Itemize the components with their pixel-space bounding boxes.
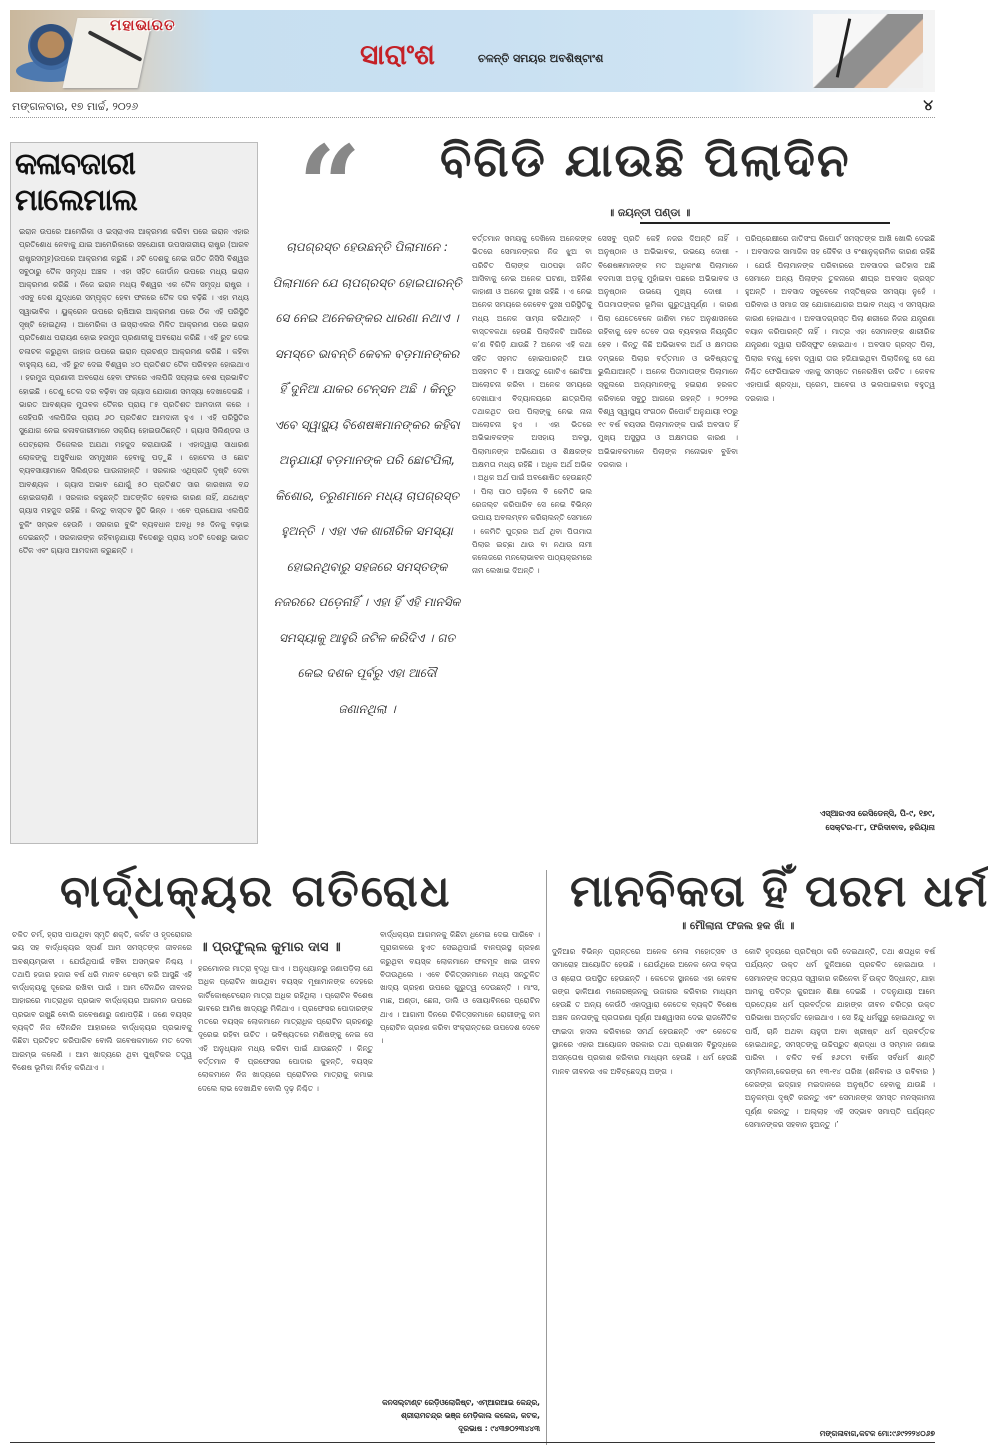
bottom-right-column-1: ଦୁନିଆର ବିଭିନ୍ନ ପ୍ରାନ୍ତରେ ଅନେକ ମେଳା ମହୋତ୍ସବ ଓ ସମାରୋହ ଆୟୋଜିତ ହେଉଛି । ଯେଉଁଥିରେ ଅନେକ ନେତା ବକ୍ତା ଓ ଶ୍ରୋତା ଉପସ୍ଥିତ ହେଉଛନ୍ତି । କେତେକ ସ୍ଥାନରେ ଏହା କେବଳ ରଙ୍ଗ ଢାଳିଆଣ ମନୋରଞ୍ଜନକୁ ଉଜାଗର କରିବାର ମାଧ୍ୟମ ହେଉଛି ତ ଅନ୍ୟ କେଉଁଠି ଏହାଦ୍ୱାରା କେତେକ ବ୍ୟକ୍ତି ବିଶେଷ ଅଞ୍ଚଳ ଜନତାଙ୍କୁ ପ୍ରତାରଣା ପୂର୍ଣ୍ଣ ଆଶ୍ୱାସନା ଦେଇ ରାଜନୈତିକ ଫାଇଦା ହାସଲ କରିବାରେ ସମର୍ଥ ହେଉଛନ୍ତି ଏବଂ କେତେକ ସ୍ଥାନରେ ଏହାର ଆୟୋଜନ ସରକାର ତଥା ପ୍ରଶାସନ ବିରୁଦ୍ଧରେ ଅସନ୍ତୋଷ ପ୍ରକାଶ କରିବାର ମାଧ୍ୟମ ହେଉଛି । ଧର୍ମ ହେଉଛି ମାନବ ଜୀବନର ଏକ ଅବିଚ୍ଛେଦ୍ୟ ଅଙ୍ଗ । (552, 947, 737, 1076)
bottom-right-column-2: କୋଟି ହୃଦୟରେ ପ୍ରତିଷ୍ଠା କରି ଦେଇଥାନ୍ତି, ତଥା ଶତାଧିକ ବର୍ଷ ପର୍ଯ୍ୟନ୍ତ ଉକ୍ତ ଧର୍ମ ଦୁନିଆରେ ପ୍ରଚଳିତ ହୋଇଥାଉ । ସେମାନଙ୍କ ସତ୍ୟତା ସ୍ୱୀକାର କରିନେବା ହିଁ ଉକ୍ତ ସିଦ୍ଧାନ୍ତ, ଯାହା ଆମକୁ ପବିତ୍ର କୁରଆନ ଶିକ୍ଷା ଦେଇଛି । ତଦନୁଯାୟୀ ଆମେ ପ୍ରତ୍ୟେକ ଧର୍ମ ପ୍ରବର୍ତ୍ତକ ଯାହାଙ୍କ ଜୀବନ ଚରିତ୍ର ଉକ୍ତ ପରିଭାଷା ଅନ୍ତର୍ଗତ ହୋଇଥାଏ । ସେ ହିନ୍ଦୁ ଧର୍ମଗୁରୁ ହୋଇଥାନ୍ତୁ ବା ପାର୍ସି, ଚାନି ଅଥବା ୟହୁଦୀ ଅବା ଖ୍ରୀଷ୍ଟ ଧର୍ମ ପ୍ରବର୍ତ୍ତକ ହୋଇଥାନ୍ତୁ, ସମସ୍ତଙ୍କୁ ଉଚ୍ଚିପ୍ରୁତ ଶ୍ରଦ୍ଧା ଓ ସମ୍ମାନ ଜଣାଇ ପାରିବା । ଚଳିତ ବର୍ଷ ୫୬ତମ ବାର୍ଷିକ ସର୍ବଧର୍ମ ଶାନ୍ତି ସମ୍ମିଳନୀ,କେରଙ୍ଗ ମେ ୧୩-୧୪ ତାରିଖ (ଶନିବାର ଓ ରବିବାର ) କେରଙ୍ଗ ଇଦ୍‌ଗାହ ମଇଦାନରେ ଅନୁଷ୍ଠିତ ହେବାକୁ ଯାଉଛି । ଅନୁକମ୍ପା ଦୃଷ୍ଟି କରନ୍ତୁ ଏବଂ ସେମାନଙ୍କ ସମସ୍ତ ମନସ୍କାମନା ପୂର୍ଣ୍ଣ କରନ୍ତୁ । ଅଲ୍ଲାହ ଏହି ସଦ୍ଭାବ ସମାପ୍ତି ପର୍ଯ୍ୟନ୍ତ ସେମାନଙ୍କର ସହବାନ ହୁଅନ୍ତୁ ।’ (745, 947, 935, 1129)
byline-rule (640, 222, 890, 224)
top-article-column-1: ବର୍ତ୍ତମାନ ସମୟକୁ ଦେଖିଲେ ଅନେକଙ୍କ ଭିତରେ ସେମାନଙ୍କର ନିଜ ଝୁଅ ବା ପରିଚିତ ପିଲାଙ୍କ ପାଠପଢ଼ା ଜନିତ ଆସିବାକୁ ନେଇ ଅନେକ ଘଟଣା, ଅହିନିଶ କାହାଣୀ ଓ ଅନେକ ଦୁଃଖ ରହିଛି । ଏ ନେଇ ଅନେକ ସମୟରେ କେବେବ ଦୁଃଖ ପରିସ୍ଥିତିକୁ ମଧ୍ୟ ଅନେକ ସାମ୍ନା କରିଥାନ୍ତି । ବାସ୍ତବକଥା ହେଉଛି ପିଲାଦିନଟି ଆଜିରେ କ’ଣ ବିଗିଡ଼ି ଯାଉଛି ? ଅନେକ ଏହି କଥା ସହିତ ସହମତ ହୋଇପାରନ୍ତି ଆଉ ଅସହମତ ବି । ଆସନ୍ତୁ ଗୋଟିଏ ଛୋଟିଆ ଆଲୋଚନା କରିବା । ଅନେକ ସମୟରେ ଦେଖାଯାଏ ବିଦ୍ୟାଳୟରେ ଛାତ୍ରପିଲା ତଥାକଥିତ ଉପ ପିଲାଙ୍କୁ ନେଇ ନାନା ଆଲୋଚନା ହୁଏ । ଏହା ଭିତରେ ଅଭିଭାବକଙ୍କ ଅସହାୟ ଅବସ୍ଥା, ପିଲାମାନଙ୍କ ଅଭିଯୋଗ ଓ ଶିକ୍ଷକଙ୍କ ଅକ୍ଷମତା ମଧ୍ୟ ରହିଛି । ଅଧିକ ଅର୍ଥ ଅଭିକ । ଅଧିକ ଅର୍ଥ ପାଇଁ ଅବଶୋଷିତ ହେଉଛନ୍ତି । ପିଲା ପାଠ ପଢ଼ିଲେ ବି କେମିତି ଭଲ ରେଜଲ୍ଟ କରିପାରିବ ସେ ନେଇ ବିଭିନ୍ନ ଉପାୟ ଅବଲମ୍ବନ କରିଚାଲନ୍ତି ସେମାନେ । କେମିତି ପୁତ୍ରର ଅର୍ଥ ଥିବା ପିତାମାତା ପିଲାର ଇଚ୍ଛା ଥାଉ ବା ନଥାଉ ନାମୀ କଲେଜରେ ମନଲୋଭାବଳ ପାଠ୍ୟକ୍ରମରେ ନାମ ଲେଖାଇ ଦିଅନ୍ତି । (472, 234, 592, 576)
section-title: ସାରାଂଶ (360, 38, 435, 71)
signoff-line: ମଙ୍ଗଳାବାଗ,କଟକ ମୋ:୯୬୯୨୨୨୪୦୬୭ (819, 1429, 935, 1438)
editorial-body: ଇରାନ ଉପରେ ଆମେରିକା ଓ ଇସ୍ରାଏଲ ଆକ୍ରମଣ କରିବା ପରେ ଇରାନ ଏହାର ପ୍ରତିଶୋଧ ନେବାକୁ ଯାଇ ଆମେରିକାରେ ସହଯୋଗୀ ଉପସାଗରୀୟ ରାଷ୍ଟ୍ର (ଆରବ ରାଷ୍ଟ୍ରସମୂହ)ଉପରେ ଆକ୍ରମଣ କରୁଛି । ୬ଟି ଦେଶକୁ ନେଇ ଗଠିତ ଜିସିସି ବିଶ୍ୱର ସବୁଠାରୁ ତୈଳ ସମୃଦ୍ଧ ଅଞ୍ଚଳ । ଏହା ସହିତ ଜୋର୍ଡାନ ଉପରେ ମଧ୍ୟ ଇରାନ ଆକ୍ରମଣ କରିଛି । ନିଜେ ଇରାନ ମଧ୍ୟ ବିଶ୍ୱର ଏକ ତୈଳ ସମୃଦ୍ଧ ରାଷ୍ଟ୍ର । ଏସବୁ ଦେଶ ଯୁଦ୍ଧରେ ସମ୍ପୃକ୍ତ ହେବା ଫଳରେ ତୈଳ ଦର ବଢ଼ିଛି । ଏହା ମଧ୍ୟ ସ୍ୱାଭାବିକ । ୟୁକ୍ରେନ ଉପରେ ଋଷିଆର ଆକ୍ରମଣ ପରେ ଠିକ ଏହି ପରିସ୍ଥିତି ସୃଷ୍ଟି ହୋଇଥିଲା । ଆମେରିକା ଓ ଇସ୍ରାଏଲର ମିଳିତ ଆକ୍ରମଣ ପରେ ଇରାନ ପ୍ରତିଶୋଧ ପରାୟଣ ହୋଇ ହରମୁଜ ପ୍ରଣାଳୀକୁ ଅବରୋଧ କରିଛି । ଏହି ରୁଟ ଦେଇ ଚଳାଚଳ କରୁଥିବା ଜାହାଜ ଉପରେ ଇରାନ ପ୍ରଚଣ୍ଡ ଆକ୍ରମଣ କରିଛି । କହିବା ବାହୁଲ୍ୟ ଯେ, ଏହି ରୁଟ ଦେଇ ବିଶ୍ୱର ୪୦ ପ୍ରତିଶତ ତୈଳ ପରିବହନ ହୋଇଥାଏ । ହରମୁଜ ପ୍ରଣାଳୀ ଅବରୋଧ ହେବା ଫଳରେ ଏଲପିଜି ସପ୍ଲାଇ ବେଶ ପ୍ରଭାବିତ ହୋଇଛି । ତେଣୁ ତେଲ ଦର ବଢ଼ିବା ସହ ଗ୍ୟାସ ଯୋଗାଣ ସମସ୍ୟା ଦେଖାଦେଇଛି । ଭାରତ ଆବଶ୍ୟକ ମୁତାବକ ତୈଳର ପ୍ରାୟ ୮୫ ପ୍ରତିଶତ ଆମଦାନୀ କରେ । ସେହିପରି ଏଲପିଜିର ପ୍ରାୟ ୬୦ ପ୍ରତିଶତ ଆମଦାନୀ ହୁଏ । ଏହି ପରିସ୍ଥିତିର ସୁଯୋଗ ନେଇ କଳାବଜାରୀମାନେ ସକ୍ରିୟ ହୋଇଉଠିଛନ୍ତି । ଗ୍ୟାସ ସିଲିଣ୍ଡର ଓ ପେଟ୍ରୋଲ ଡିଜେଲର ଅଯଥା ମହଜୁଦ କରାଯାଉଛି । ଏହାଦ୍ୱାରା ସାଧାରଣ ଲୋକଙ୍କୁ ଅସୁବିଧାର ସମ୍ମୁଖୀନ ହେବାକୁ ପଡ଼ୁଛି । ହୋଟେଲ ଓ ଛୋଟ ବ୍ୟବସାୟୀମାନେ ସିଲିଣ୍ଡର ପାଉନାହାନ୍ତି । ସରକାର ଏଥିପ୍ରତି ଦୃଷ୍ଟି ଦେବା ଆବଶ୍ୟକ । ଗ୍ୟାସ ଅଭାବ ଯୋଗୁଁ ୫୦ ପ୍ରତିଶତ ସାର କାରଖାନା ବନ୍ଦ ହୋଇଗଲାଣି । ସରକାର କହୁଛନ୍ତି ଆତଙ୍କିତ ହେବାର କାରଣ ନାହିଁ, ଯଥେଷ୍ଟ ଗ୍ୟାସ ମହଜୁଦ ରହିଛି । କିନ୍ତୁ ବାସ୍ତବ ସ୍ଥିତି ଭିନ୍ନ । ଏବେ ପ୍ରଯୋଗ ଏଲପିଜି ବୁକିଂ ସମ୍ଭବ ହେଉନି । ସରକାର ବୁକିଂ ବ୍ୟବଧାନ ଅବଧି ୨୫ ଦିନକୁ ବଢ଼ାଇ ଦେଇଛନ୍ତି । ସରକାରଙ୍କ କହିବାନୁଯାୟୀ ବିଦେଶରୁ ପ୍ରାୟ ୪୦ଟି ଦେଶରୁ ଭାରତ ତୈଳ ଏବଂ ଗ୍ୟାସ ଆମଦାନୀ କରୁଛନ୍ତି । (19, 227, 249, 556)
signoff-line: ଏସ୍ଆରଏସ ରେସିଡେନ୍ସି, ପି-୯, ୧୭୯, (819, 809, 935, 818)
signoff-line: ଶ୍ରୀରାମଚନ୍ଦ୍ର ଭଞ୍ଜ ମେଡ଼ିକାଲ କଲେଜ, କଟକ, (400, 1411, 540, 1420)
column-divider (546, 870, 547, 1445)
newspaper-brand[interactable]: ମହାଭାରତ (110, 16, 176, 34)
bottom-right-byline: ॥ ମୌଲାନା ଫଜଲ ହକ ଖାଁ ॥ (680, 920, 795, 932)
editorial-box (10, 142, 258, 844)
top-article-column-3: ପରିପ୍ରେକ୍ଷୀରେ ଜାତିସଂଘ ରିପୋର୍ଟ ସମସ୍ତଙ୍କ ଆଖି ଖୋଲି ଦେଇଛି । ଅବସାଦର ସାମାଜିକ ସହ ଜୈବିକ ଓ ବଂଶାନୁକ୍ରମିକ କାରଣ ରହିଛି । ଯେଉଁ ପିଲାମାନଙ୍କ ପରିବାରରେ ଅବସାଦର ଇତିହାସ ଅଛି ସେମାନେ ଅନ୍ୟ ପିଲାଙ୍କ ତୁଳନାରେ ଶୀଘ୍ର ଅବସାଦ ଗ୍ରସ୍ତ ହୁଅନ୍ତି । ଅବସାଦ ସବୁବେଳେ ମସ୍ତିଷ୍କର ସମସ୍ୟା ନୁହେଁ । ପରିବାର ଓ ସମାଜ ସହ ଯୋଗାଯୋଗର ଅଭାବ ମଧ୍ୟ ଏ ସମସ୍ୟାର କାରଣ ହୋଇଥାଏ । ଅବସାଦଗ୍ରସ୍ତ ପିଲା ଶରୀରେ ନିଜର ଯନ୍ତ୍ରଣା ବୟାନ କରିପାରନ୍ତି ନାହିଁ । ମାତ୍ର ଏହା ସେମାନଙ୍କ ଶାରୀରିକ ଯନ୍ତ୍ରଣା ଦ୍ୱାରା ପରିସ୍ଫୁଟ ହୋଇଥାଏ । ଅବସାଦ ଗ୍ରସ୍ତ ପିଲା, ପିଲାର ବନ୍ଧୁ ହେବା ଦ୍ୱାରା ତାର ହଜିଯାଇଥିବା ପିଲାଦିନକୁ ସେ ଯେ ନିଶ୍ଚିତ ଫେରିପାଇବ ଏହାକୁ ସମସ୍ତେ ମନେରଖିବା ଉଚିତ । କେବଳ ଏହାପାଇଁ ଶ୍ରଦ୍ଧା, ପ୍ରେମ, ଆବେଗ ଓ ଭଲପାଇବାର ବହୁତ୍ୱ ଦରକାର । (745, 234, 935, 403)
bottom-right-headline[interactable]: ମାନବିକତା ହିଁ ପରମ ଧର୍ମ (570, 866, 988, 917)
page-number: ୪ (923, 96, 933, 114)
top-article-signoff (745, 807, 935, 835)
top-article-column-2: ସେସବୁ ପ୍ରତି କେହି ନଜର ଦିଅନ୍ତି ନାହିଁ । ଅନୁଷ୍ଠାନ ଓ ଅଭିଭାବକ, ଉଭୟେ ଦୋଷୀ - ବିଶେଷଜ୍ଞମାନଙ୍କ ମତ ଅଧିକାଂଶ ପିଲାମାନେ ବଦମାସୀ ଅଡ଼କୁ ମୁହାଁଇବା ପଛରେ ଅଭିଭାବକ ଓ ଅନୁଷ୍ଠାନ ଉଭୟେ ମୁଖ୍ୟ ଦୋଷୀ । ପିତାମାତାଙ୍କର ଭୂମିକା ଗୁରୁତ୍ୱପୂର୍ଣ୍ଣ । କାରଣ ପିଲା ଯେତେବେଳେ ଜାଣିବା ମତେ ଅନୁଶାସନରେ ରହିବାକୁ ହେବ ତେବେ ତାର ବ୍ୟବହାର ନିୟନ୍ତ୍ରିତ ହେବ । କିନ୍ତୁ କିଛି ଅଭିଭାବକ ଅର୍ଥ ଓ କ୍ଷମତାର ଦମ୍ଭରେ ପିଲାର ବର୍ତ୍ତମାନ ଓ ଭବିଷ୍ୟତକୁ ଭୁଲିଯାଆନ୍ତି । ଅନେକ ପିତାମାତାଙ୍କ ପିଲାମାନେ ସ୍କୁଲରେ ଅନ୍ୟମାନଙ୍କୁ ହଇରାଣ ହରକତ କରିବାରେ ସବୁଠୁ ଆଗରେ ରହନ୍ତି । ୨୦୨୨ର ବିଶ୍ୱ ସ୍ୱାସ୍ଥ୍ୟ ସଂଗଠନ ରିପୋର୍ଟ ଅନୁଯାୟୀ ୧୦ରୁ ୧୯ ବର୍ଷ ବୟସର ପିଲାମାନଙ୍କ ପାଇଁ ଅବସାଦ ହିଁ ମୁଖ୍ୟ ଅସୁସ୍ଥତା ଓ ଅକ୍ଷମତାର କାରଣ । ଅଭିଭାବକମାନେ ପିଲାଙ୍କ ମନୋଭାବ ବୁଝିବା ଦରକାର । (598, 234, 738, 470)
section-subtitle: ଚଳନ୍ତି ସମୟର ଅବଶିଷ୍ଟାଂଶ (478, 52, 604, 65)
bottom-left-headline[interactable]: ବାର୍ଦ୍ଧକ୍ୟର ଗତିରୋଧ (60, 866, 452, 917)
bottom-left-column-3: ବାର୍ଦ୍ଧକ୍ୟର ଆଗମନକୁ କିଛିଟା ଧିମେଇ ଦେଇ ପାରିବେ । ପୂରାକାଳରେ ହୁଏତ ସେଇଥିପାଇଁ ବାନପ୍ରସ୍ଥ ଗ୍ରହଣ କରୁଥିବା ବୟସ୍କ ଲୋକମାନେ ଫଳମୂଳ ଖାଇ ଜୀବନ ବିତାଉଥିଲେ । ଏବେ ଚିକିତ୍ସକମାନେ ମଧ୍ୟ ସନ୍ତୁଳିତ ଖାଦ୍ୟ ଗ୍ରହଣ ଉପରେ ଗୁରୁତ୍ୱ ଦେଉଛନ୍ତି । ମାଂସ, ମାଛ, ଅଣ୍ଡା, ଛେନା, ଡାଲି ଓ ସୋୟାବିନରେ ପ୍ରୋଟିନ ଥାଏ । ଆଗାମୀ ଦିନରେ ଚିକିତ୍ସକମାନେ ରୋଗୀଙ୍କୁ କମ ପ୍ରୋଟିନ ଗ୍ରହଣ କରିବା ସଂକ୍ରାନ୍ତରେ ଉପଦେଶ ଦେବେ । (380, 930, 540, 1046)
pull-quote: ଚାପଗ୍ରସ୍ତ ହେଉଛନ୍ତି ପିଲାମାନେ : ପିଲାମାନେ ଯେ ଚାପଗ୍ରସ୍ତ ହୋଇପାରନ୍ତି ସେ ନେଇ ଅନେକଙ୍କର ଧାରଣା ନଥାଏ । ସମସ୍ତେ ଭାବନ୍ତି କେବଳ ବଡ଼ମାନଙ୍କର ହିଁ ଦୁନିଆ ଯାକର ଟେନ୍‌ସନ ଅଛି । କିନ୍ତୁ ଏବେ ସ୍ୱାସ୍ଥ୍ୟ ବିଶେଷଜ୍ଞମାନଙ୍କର କହିବା ଅନୁଯାୟୀ ବଡ଼ମାନଙ୍କ ପରି ଛୋଟପିଲା, କିଶୋର, ତରୁଣମାନେ ମଧ୍ୟ ଚାପଗ୍ରସ୍ତ ହୁଅନ୍ତି । ଏହା ଏକ ଶାରୀରିକ ସମସ୍ୟା ହୋଇନଥିବାରୁ ସହଜରେ ସମସ୍ତଙ୍କ ନଜରରେ ପଡ଼େନାହିଁ । ଏହା ହିଁ ଏହି ମାନସିକ ସମସ୍ୟାକୁ ଆହୁରି ଜଟିଳ କରିଦିଏ । ଗତ କେଇ ଦଶକ ପୂର୍ବରୁ ଏହା ଆଦୌ ଜଣାନଥିଲା । (272, 240, 462, 716)
top-article-headline[interactable]: ବିଗିଡି ଯାଉଛି ପିଲାଦିନ (440, 133, 851, 187)
editorial-headline[interactable]: କଳାବଜାରୀ ମାଲେମାଲ (15, 147, 137, 218)
signoff-line: ଦୂରଭାଷ : ୯୪୩୭୦୨୩୪୪୩ (458, 1424, 540, 1433)
bottom-right-signoff (745, 1427, 935, 1441)
footer-rule (10, 1442, 935, 1443)
signoff-line: ସେକ୍ଟର-୮୮, ଫରିଦାବାଦ, ହରିୟାନା (825, 823, 935, 832)
bottom-left-byline: ॥ ପ୍ରଫୁଲ୍ଲ କୁମାର ଦାସ ॥ (200, 940, 341, 955)
dateline: ମଙ୍ଗଳବାର, ୧୭ ମାର୍ଚ୍ଚ, ୨୦୨୬ (12, 100, 139, 113)
signoff-line: କନସଲ୍‌ଟାଣ୍ଟ ରେଡ଼ିଓଲୋଜିଷ୍ଟ, ଏମ୍ଆରଆଇ କେନ୍ଦ୍ର, (382, 1398, 540, 1407)
writing-hand-image (813, 14, 923, 88)
bottom-left-column-1: ଚକିତ ଚର୍ମ, ହ୍ରାସ ପାଉଥିବା ସ୍ମୃତି ଶକ୍ତି, କର୍କଟ ଓ ହୃଦରୋଗର ଭୟ ସହ ବାର୍ଦ୍ଧକ୍ୟର ସ୍ପର୍ଶ ଆମ ସମସ୍ତଙ୍କ ଜୀବନରେ ଅବଶ୍ୟମ୍ଭାବୀ । ଯେଉଁଥିପାଇଁ ବଞ୍ଚିବା ଅସମ୍ଭବ ନିଶ୍ଚୟ । ତଥାପି ହଜାର ହଜାର ବର୍ଷ ଧରି ମାନବ ଚେଷ୍ଟା କରି ଆସୁଛି ଏହି ବାର୍ଦ୍ଧକ୍ୟକୁ ଦୂରେଇ ରଖିବା ପାଇଁ । ଆମ ଦୈନନ୍ଦିନ ଜୀବନର ଆହାରରେ ମାତ୍ରାଧିକ ପ୍ରଭାବ ବାର୍ଦ୍ଧକ୍ୟର ଆଗମନ ଉପରେ ପ୍ରଭାବ ରଖୁଛି ବୋଲି ଗବେଷଣାରୁ ଜଣାପଡ଼ିଛି । ଜଣେ ବୟସ୍କ ବ୍ୟକ୍ତି ନିଜ ଦୈନନ୍ଦିନ ଆହାରରେ ବାର୍ଦ୍ଧକ୍ୟର ପ୍ରଭାବକୁ କିଛିଟା ପ୍ରତିହତ କରିପାରିବ ବୋଲି ଗବେଷକମାନେ ମତ ଦେବା ଆରମ୍ଭ କଲେଣି । ଆମ ଖାଦ୍ୟରେ ଥିବା ପୁଷ୍ଟିକର ତତ୍ତ୍ୱ ବିଶେଷ ଭୂମିକା ନିର୍ବାହ କରିଥାଏ । (12, 930, 192, 1072)
top-article-byline: ॥ ଜୟନ୍ତୀ ପଣ୍ଡା ॥ (608, 207, 691, 219)
masthead-banner (10, 10, 935, 92)
quote-mark-icon: “ (298, 121, 362, 250)
bottom-left-column-2: ହରମୋନର ମାତ୍ରା ବୃଦ୍ଧି ପାଏ । ଅନୁଧ୍ୟାନରୁ ଜଣାପଡ଼ିଲା ଯେ ଅଧିକ ପ୍ରୋଟିନ ଖାଉଥିବା ବୟସ୍କ ମୂଷାମାନଙ୍କ ଦେହରେ କାର୍ଟିକୋଷ୍ଟେରୋନ ମାତ୍ରା ଅଧିକ ରହିଥିଲା । ପ୍ରୋଟିନ ବିଶେଷ ଭାବରେ ଆମିଷ ଖାଦ୍ୟରୁ ମିଳିଥାଏ । ପ୍ରଫେସର ପୋଦାରଙ୍କ ମତରେ ବୟସ୍କ ଲୋକମାନେ ମାତ୍ରାଧିକ ପ୍ରୋଟିନ ଗ୍ରହଣରୁ ଦୂରେଇ ରହିବା ଉଚିତ । ଭବିଷ୍ୟତରେ ମଣିଷଙ୍କୁ ନେଇ ସେ ଏହି ଅନୁଧ୍ୟାନ ମଧ୍ୟ କରିବା ପାଇଁ ଯାଉଛନ୍ତି । କିନ୍ତୁ ବର୍ତ୍ତମାନ ବି ପ୍ରଫେସର ପୋଦାର କୁହନ୍ତି, ବୟସ୍କ ଲୋକମାନେ ନିଜ ଖାଦ୍ୟରେ ପ୍ରୋଟିନର ମାତ୍ରାକୁ କମାଇ ଦେଲେ ଲାଭ ଦେଖାଯିବ ବୋଲି ଦୃଢ଼ ନିଶ୍ଚିତ । (198, 964, 373, 1093)
header-divider (10, 117, 935, 118)
bottom-left-signoff (360, 1396, 540, 1435)
